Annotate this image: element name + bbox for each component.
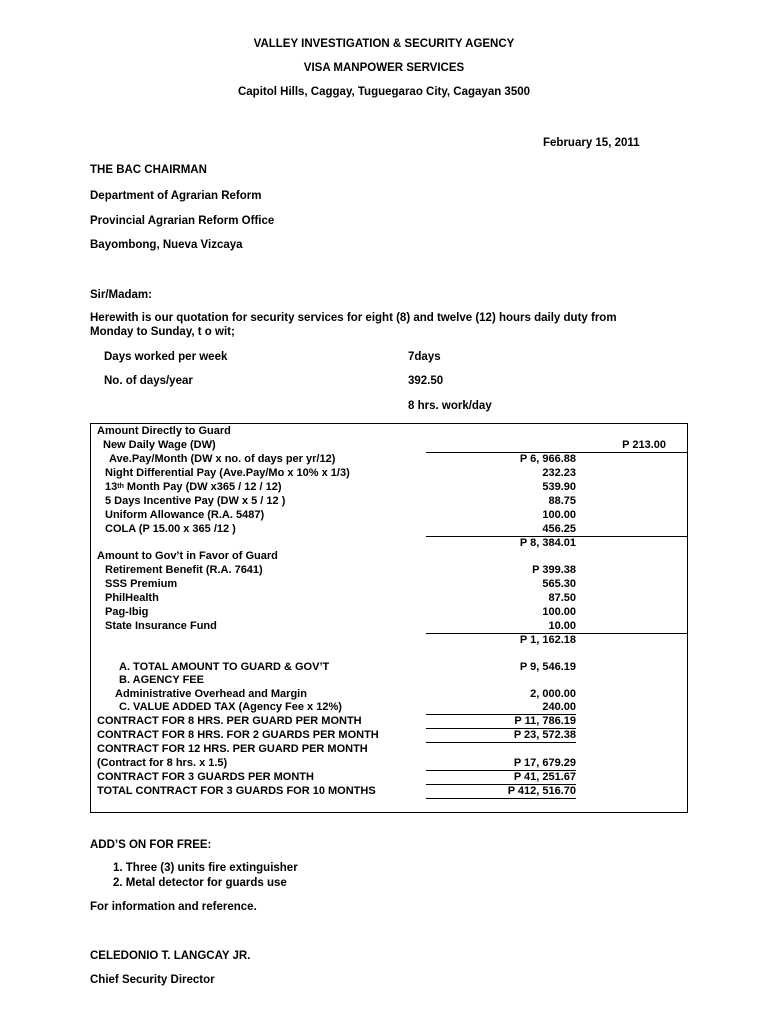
table-row [91,633,687,647]
row-value: P 412, 516.70 [507,785,576,797]
row-value: P 9, 546.19 [519,661,576,673]
param-value: 392.50 [408,375,444,387]
table-row [91,536,687,550]
table-row [91,480,687,494]
row-label: Night Differential Pay (Ave.Pay/Mo x 10% x 1/3) [105,467,350,479]
table-row [91,466,687,480]
letter-date: February 15, 2011 [543,137,640,149]
table-row [91,522,687,536]
row-label: CONTRACT FOR 12 HRS. PER GUARD PER MONTH [97,743,368,755]
row-value: P 213.00 [622,439,666,451]
divider [426,798,576,799]
salutation: Sir/Madam: [90,289,152,301]
row-value: 565.30 [542,578,576,590]
row-label: C. VALUE ADDED TAX (Agency Fee x 12%) [119,701,342,713]
table-row [91,591,687,605]
addon-item: 2. Metal detector for guards use [113,877,287,889]
row-label: SSS Premium [105,578,178,590]
table-row [91,438,687,452]
table-row [91,756,687,770]
table-row [91,784,687,798]
intro-line-1: Herewith is our quotation for security services for eight (8) and twelve (12) hours daily duty from [90,312,617,324]
param-label: Days worked per week [104,351,228,363]
row-label: State Insurance Fund [105,620,217,632]
quotation-table [90,423,688,813]
table-row [91,605,687,619]
addons-title: ADD’S ON FOR FREE: [90,839,212,851]
row-label: Uniform Allowance (R.A. 5487) [105,509,265,521]
agency-name: VALLEY INVESTIGATION & SECURITY AGENCY [253,38,515,50]
intro-line-2: Monday to Sunday, t o wit; [90,326,235,338]
table-row [91,700,687,714]
table-row [91,563,687,577]
table-row [91,673,687,687]
row-value: 539.90 [542,481,576,493]
row-value: 100.00 [542,509,576,521]
table-row [91,452,687,466]
row-value: P 11, 786.19 [514,715,576,727]
row-label: Ave.Pay/Month (DW x no. of days per yr/12) [109,453,336,465]
recipient-dept: Department of Agrarian Reform [90,190,262,202]
row-value: 456.25 [542,523,576,535]
row-value: 2, 000.00 [530,688,576,700]
row-label: Pag-Ibig [105,606,149,618]
signatory-title: Chief Security Director [90,974,215,986]
row-value: 87.50 [548,592,576,604]
table-row [91,577,687,591]
row-value: 232.23 [542,467,576,479]
row-value: P 41, 251.67 [513,771,576,783]
recipient-office: Provincial Agrarian Reform Office [90,215,275,227]
row-value: P 399.38 [532,564,576,576]
row-value: 100.00 [542,606,576,618]
recipient-title: THE BAC CHAIRMAN [90,164,207,176]
table-row [91,714,687,728]
row-value: P 6, 966.88 [519,453,576,465]
agency-address: Capitol Hills, Caggay, Tuguegarao City, Cagayan 3500 [237,86,531,98]
row-label: (Contract for 8 hrs. x 1.5) [97,757,228,769]
table-row [91,494,687,508]
table-row [91,728,687,742]
table-row [91,508,687,522]
table-row [91,549,687,563]
row-value: 88.75 [548,495,576,507]
row-label: CONTRACT FOR 8 HRS. PER GUARD PER MONTH [97,715,362,727]
table-row [91,619,687,633]
table-row [91,742,687,756]
row-label: B. AGENCY FEE [119,674,204,686]
closing-line: For information and reference. [90,901,257,913]
row-label: New Daily Wage (DW) [103,439,216,451]
addon-item: 1. Three (3) units fire extinguisher [113,862,298,874]
param-value: 8 hrs. work/day [408,400,492,412]
row-label: CONTRACT FOR 3 GUARDS PER MONTH [97,771,314,783]
table-row [91,770,687,784]
param-value: 7days [408,351,441,363]
subtotal-value: P 8, 384.01 [519,537,576,549]
table-row [91,660,687,674]
section-title: Amount Directly to Guard [97,425,231,437]
row-label: A. TOTAL AMOUNT TO GUARD & GOV’T [119,661,330,673]
recipient-place: Bayombong, Nueva Vizcaya [90,239,243,251]
table-row [91,687,687,701]
row-value: P 17, 679.29 [513,757,576,769]
row-value: 10.00 [548,620,576,632]
row-label: Retirement Benefit (R.A. 7641) [105,564,263,576]
row-label: 13th Month Pay (DW x365 / 12 / 12) [105,481,282,493]
section-title: Amount to Gov’t in Favor of Guard [97,550,278,562]
row-label: 5 Days Incentive Pay (DW x 5 / 12 ) [105,495,286,507]
row-label: CONTRACT FOR 8 HRS. FOR 2 GUARDS PER MONTH [97,729,379,741]
row-value: 240.00 [542,701,576,713]
table-row [91,424,687,438]
param-label: No. of days/year [104,375,193,387]
row-label: COLA (P 15.00 x 365 /12 ) [105,523,236,535]
row-label: TOTAL CONTRACT FOR 3 GUARDS FOR 10 MONTHS [97,785,376,797]
signatory-name: CELEDONIO T. LANGCAY JR. [90,950,251,962]
subtotal-value: P 1, 162.18 [519,634,576,646]
row-label: Administrative Overhead and Margin [115,688,307,700]
row-value: P 23, 572.38 [513,729,576,741]
service-name: VISA MANPOWER SERVICES [303,62,465,74]
row-label: PhilHealth [105,592,159,604]
